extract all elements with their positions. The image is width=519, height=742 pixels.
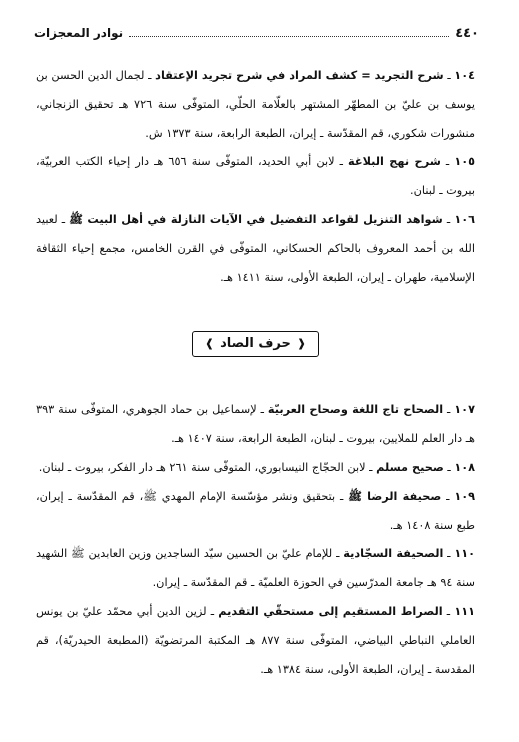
entry-number: ١٠٩	[454, 489, 476, 503]
entry-title: صحيح مسلم	[376, 460, 444, 474]
entry-number: ١١١	[454, 604, 475, 618]
entry-number: ١٠٧	[454, 403, 475, 417]
entry-title: صحيفة الرضا ﷺ	[348, 489, 442, 503]
entry-number: ١٠٨	[454, 460, 475, 474]
bibliography-entry: ١٠٨ ـ صحيح مسلم ـ لابن الحجّاج النيسابوري، المتوفّى سنة ٢٦١ هـ دار الفكر، بيروت ـ لبنان.	[38, 460, 475, 474]
bibliography-body	[36, 62, 475, 684]
entry-number: ١١٠	[454, 547, 476, 561]
entry-number: ١٠٦	[454, 212, 475, 226]
ornament-right-icon: ❰	[296, 337, 307, 351]
entry-list-b	[36, 396, 475, 684]
bibliography-entry: ١١٠ ـ الصحيفة السجّادية ـ للإمام عليّ بن الحسين سيّد الساجدين وزين العابدين ﷺ الشهيد سنة ٩٤ هـ جامعة المدرّسين في الحوزة العلميّة ـ قم المقدّسة ـ إيران.	[36, 547, 476, 590]
entry-title: شرح التجريد = كشف المراد في شرح تجريد الإعتقاد	[155, 69, 444, 82]
section-ornament	[192, 331, 319, 357]
page-number: ٤٤٠	[455, 26, 479, 41]
ornament-left-icon: ❱	[204, 337, 215, 351]
entry-title: الصحاح تاج اللغة وصحاح العربيّة	[267, 403, 444, 417]
entry-text: لعبيد الله بن أحمد المعروف بالحاكم الحسكاني، المتوفّى في القرن الخامس، مجمع إحياء الثقافة الإسلامية، طهران ـ إيران، الطبعة الأولى، سنة ١٤١١ هـ.	[36, 212, 475, 284]
bibliography-entry: ١٠٩ ـ صحيفة الرضا ﷺ ـ بتحقيق ونشر مؤسّسة الإمام المهدي ﷺ، قم المقدّسة ـ إيران، طبع سنة ١٤٠٨ هـ.	[36, 489, 476, 532]
bibliography-entry: ١٠٤ ـ شرح التجريد = كشف المراد في شرح تجريد الإعتقاد ـ لجمال الدين الحسن بن يوسف بن عليّ بن المطهّر المشتهر بالعلّامة الحلّي، المتوفّى سنة ٧٢٦ هـ تحقيق الزنجاني، منشورات شكوري، قم المقدّسة ـ إيران، الطبعة الرابعة، سنة ١٣٧٣ ش.	[36, 69, 475, 140]
section-heading	[36, 292, 475, 396]
bibliography-entry: ١٠٥ ـ شرح نهج البلاغة ـ لابن أبي الحديد، المتوفّى سنة ٦٥٦ هـ دار إحياء الكتب العربيّة، بيروت ـ لبنان.	[36, 155, 475, 198]
running-header	[34, 26, 479, 41]
entry-text: لإسماعيل بن حماد الجوهري، المتوفّى سنة ٣٩٣ هـ دار العلم للملايين، بيروت ـ لبنان، الطبعة الرابعة، سنة ١٤٠٧ هـ.	[36, 403, 475, 446]
bibliography-entry: ١٠٦ ـ شواهد التنزيل لقواعد التفضيل في الآيات النازلة في أهل البيت ﷺ ـ لعبيد الله بن أحمد المعروف بالحاكم الحسكاني، المتوفّى في القرن الخامس، مجمع إحياء الثقافة الإسلامية، طهران ـ إيران، الطبعة الأولى، سنة ١٤١١ هـ.	[36, 212, 475, 284]
bibliography-entry: ١١١ ـ الصراط المستقيم إلى مستحقّي التقديم ـ لزين الدين أبي محمّد عليّ بن يونس العاملي النباطي البياضي، المتوفّى سنة ٨٧٧ هـ المكتبة المرتضويّة (المطبعة الحيدريّة)، قم المقدسة ـ إيران، الطبعة الأولى، سنة ١٣٨٤ هـ.	[36, 604, 475, 676]
header-leader-dots	[129, 36, 449, 37]
entry-text: لزين الدين أبي محمّد عليّ بن يونس العاملي النباطي البياضي، المتوفّى سنة ٨٧٧ هـ المكتبة المرتضويّة (المطبعة الحيدريّة)، قم المقدسة ـ إيران، الطبعة الأولى، سنة ١٣٨٤ هـ.	[36, 604, 475, 676]
section-heading-text: حرف الصاد	[220, 336, 291, 352]
entry-list-a	[36, 62, 475, 292]
entry-title: الصحيفة السجّادية	[343, 547, 444, 561]
entry-text: لابن أبي الحديد، المتوفّى سنة ٦٥٦ هـ دار إحياء الكتب العربيّة، بيروت ـ لبنان.	[36, 155, 475, 198]
bibliography-entry: ١٠٧ ـ الصحاح تاج اللغة وصحاح العربيّة ـ لإسماعيل بن حماد الجوهري، المتوفّى سنة ٣٩٣ هـ دار العلم للملايين، بيروت ـ لبنان، الطبعة الرابعة، سنة ١٤٠٧ هـ.	[36, 403, 475, 446]
entry-text: لجمال الدين الحسن بن يوسف بن عليّ بن المطهّر المشتهر بالعلّامة الحلّي، المتوفّى سنة ٧٢٦ هـ تحقيق الزنجاني، منشورات شكوري، قم المقدّسة ـ إيران، الطبعة الرابعة، سنة ١٣٧٣ ش.	[36, 69, 475, 140]
entry-text: بتحقيق ونشر مؤسّسة الإمام المهدي ﷺ، قم المقدّسة ـ إيران، طبع سنة ١٤٠٨ هـ.	[36, 489, 475, 532]
entry-title: شرح نهج البلاغة	[348, 155, 441, 169]
entry-text: للإمام عليّ بن الحسين سيّد الساجدين وزين العابدين ﷺ الشهيد سنة ٩٤ هـ جامعة المدرّسين في الحوزة العلميّة ـ قم المقدّسة ـ إيران.	[36, 547, 475, 590]
entry-number: ١٠٥	[454, 155, 475, 169]
running-title: نوادر المعجزات	[34, 26, 124, 40]
entry-number: ١٠٤	[454, 69, 475, 82]
entry-text: لابن الحجّاج النيسابوري، المتوفّى سنة ٢٦١ هـ دار الفكر، بيروت ـ لبنان.	[38, 460, 366, 474]
entry-title: الصراط المستقيم إلى مستحقّي التقديم	[218, 604, 443, 618]
entry-title: شواهد التنزيل لقواعد التفضيل في الآيات النازلة في أهل البيت ﷺ	[69, 212, 443, 226]
